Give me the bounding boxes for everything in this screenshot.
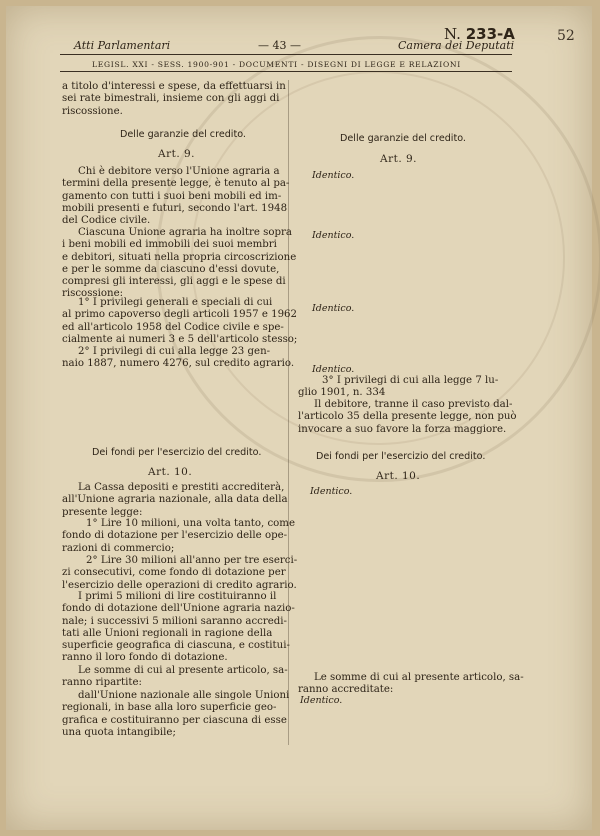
right-identico-2: Identico. [312,230,355,241]
header-right: Camera dei Deputati [398,39,515,52]
header-subheading: LEGISL. XXI - SESS. 1900-901 - DOCUMENTI - DISEGNI DI LEGGE E RELAZIONI [92,60,461,69]
right-identico-5: Identico. [310,486,353,497]
left-art-10: Art. 10. [148,466,193,478]
left-art9-p3: 1° I privilegi generali e speciali di cui al primo capoverso degli articoli 1957 e 1962 ed all'articolo 1958 del Codice civile e spe- cialmente ai numeri 3 e 5 dell'articolo stesso; [62,297,298,345]
header-page-number: — 43 — [258,39,301,52]
document-number: N. 233-A [444,25,515,43]
left-art9-p4: 2° I privilegi di cui alla legge 23 gen- naio 1887, numero 4276, sul credito agrario. [62,346,295,370]
left-art10-p4: I primi 5 milioni di lire costituiranno il fondo di dotazione dell'Unione agraria nazio- nale; i successivi 5 milioni saranno accredi- tati alle Unioni regionali in ragione della superficie geografica di ciascuna, e costitui- ranno il loro fondo di dotazione. [62,591,295,664]
right-art-10: Art. 10. [376,470,421,482]
left-art-9: Art. 9. [158,148,196,160]
left-art10-p5: Le somme di cui al presente articolo, sa- ranno ripartite: [62,665,288,689]
page-corner-number: 52 [557,28,575,44]
right-art9-p2: Il debitore, tranne il caso previsto dal- l'articolo 35 della presente legge, non può invocare a suo favore la forza maggiore. [298,399,517,435]
right-art-9: Art. 9. [380,153,418,165]
right-art9-p1: 3° I privilegi di cui alla legge 7 lu- glio 1901, n. 334 [298,375,499,399]
right-section-title-fondi: Dei fondi per l'esercizio del credito. [316,451,486,462]
left-section-title-fondi: Dei fondi per l'esercizio del credito. [92,447,262,458]
left-art9-p2: Ciascuna Unione agraria ha inoltre sopra i beni mobili ed immobili dei suoi membri e debitori, situati nella propria circoscrizione e per le somme da ciascuno d'essi dovute, compresi gli interessi, gli aggi e le spese di riscossione: [62,227,297,300]
header-left: Atti Parlamentari [74,39,171,52]
left-art9-p1: Chi è debitore verso l'Unione agraria a termini della presente legge, è tenuto al pa- gamento con tutti i suoi beni mobili ed im- mobili presenti e futuri, secondo l'art. 1948 del Codice civile. [62,166,290,226]
right-identico-1: Identico. [312,170,355,181]
right-identico-4: Identico. [312,364,355,375]
right-identico-3: Identico. [312,303,355,314]
subheading-rule [60,71,512,72]
left-art10-p3: 2° Lire 30 milioni all'anno per tre eserci- zi consecutivi, come fondo di dotazione per l'esercizio delle operazioni di credito agrario. [62,555,298,591]
right-identico-6: Identico. [300,695,343,706]
left-art10-p6: dall'Unione nazionale alle singole Unioni regionali, in base alla loro superficie geo- grafica e costituiranno per ciascuna di esse una quota intangibile; [62,690,290,738]
right-art10-p1: Le somme di cui al presente articolo, sa- ranno accreditate: [298,672,524,696]
left-section-title-garanzie: Delle garanzie del credito. [120,129,246,140]
left-art10-p1: La Cassa depositi e prestiti accrediterà, all'Unione agraria nazionale, alla data della presente legge: [62,482,288,518]
left-art10-p2: 1° Lire 10 milioni, una volta tanto, come fondo di dotazione per l'esercizio delle ope- razioni di commercio; [62,518,295,554]
left-intro: a titolo d'interessi e spese, da effettuarsi in sei rate bimestrali, insieme con gli aggi di riscossione. [62,81,286,117]
right-section-title-garanzie: Delle garanzie del credito. [340,133,466,144]
header-rule [60,54,512,55]
